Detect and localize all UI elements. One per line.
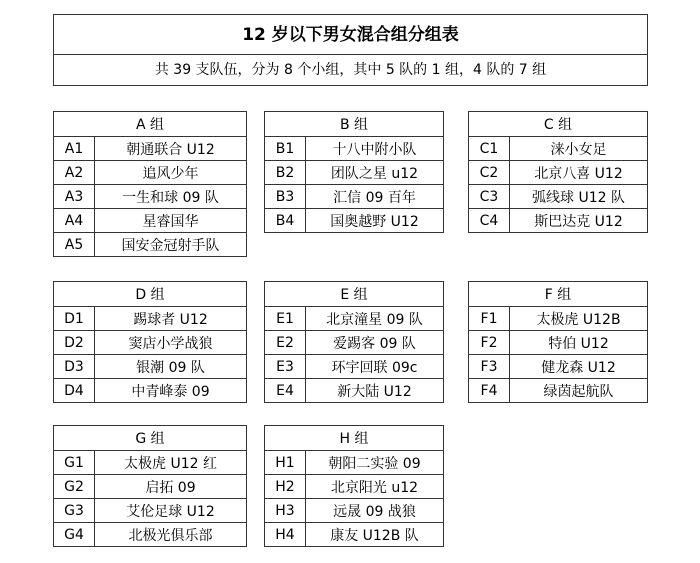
header-box (53, 14, 648, 86)
table-row (54, 355, 247, 379)
group-header: D 组 (54, 282, 247, 307)
team-code: E3 (265, 355, 306, 379)
team-code: G2 (54, 475, 95, 499)
table-row (265, 451, 444, 475)
group-header: B 组 (265, 112, 444, 137)
team-code: D1 (54, 307, 95, 331)
team-code: G1 (54, 451, 95, 475)
group-header: C 组 (469, 112, 648, 137)
group-table-h (264, 425, 444, 547)
team-name: 星睿国华 (95, 209, 247, 233)
table-row (265, 331, 444, 355)
table-row (469, 161, 648, 185)
team-name: 一生和球 09 队 (95, 185, 247, 209)
group-table-c (468, 111, 648, 233)
team-code: E2 (265, 331, 306, 355)
team-name: 朝阳二实验 09 (306, 451, 444, 475)
group-table-f (468, 281, 648, 403)
team-name: 北极光俱乐部 (95, 523, 247, 547)
team-name: 北京潼星 09 队 (306, 307, 444, 331)
table-row (54, 209, 247, 233)
team-name: 朝通联合 U12 (95, 137, 247, 161)
group-table-e (264, 281, 444, 403)
table-row (265, 499, 444, 523)
team-name: 国奥越野 U12 (306, 209, 444, 233)
table-row (265, 161, 444, 185)
table-row (469, 307, 648, 331)
group-table-a (53, 111, 247, 257)
team-name: 特伯 U12 (510, 331, 648, 355)
table-row (54, 331, 247, 355)
team-name: 太极虎 U12 红 (95, 451, 247, 475)
team-code: A4 (54, 209, 95, 233)
team-name: 太极虎 U12B (510, 307, 648, 331)
group-header: A 组 (54, 112, 247, 137)
table-row (265, 523, 444, 547)
team-code: A3 (54, 185, 95, 209)
team-name: 斯巴达克 U12 (510, 209, 648, 233)
table-row (265, 307, 444, 331)
team-code: C3 (469, 185, 510, 209)
table-row (469, 355, 648, 379)
table-row (54, 161, 247, 185)
table-row (469, 185, 648, 209)
team-code: B2 (265, 161, 306, 185)
team-code: E1 (265, 307, 306, 331)
team-name: 银潮 09 队 (95, 355, 247, 379)
table-row (54, 475, 247, 499)
team-name: 北京八喜 U12 (510, 161, 648, 185)
team-code: F1 (469, 307, 510, 331)
team-code: D4 (54, 379, 95, 403)
group-table-d (53, 281, 247, 403)
team-code: G4 (54, 523, 95, 547)
team-name: 新大陆 U12 (306, 379, 444, 403)
team-code: C4 (469, 209, 510, 233)
table-row (54, 307, 247, 331)
team-code: A1 (54, 137, 95, 161)
team-code: B4 (265, 209, 306, 233)
team-code: H3 (265, 499, 306, 523)
team-name: 启拓 09 (95, 475, 247, 499)
team-name: 汇信 09 百年 (306, 185, 444, 209)
table-row (469, 209, 648, 233)
group-header: H 组 (265, 426, 444, 451)
table-row (265, 209, 444, 233)
team-code: H1 (265, 451, 306, 475)
table-row (54, 185, 247, 209)
team-code: F2 (469, 331, 510, 355)
team-code: H2 (265, 475, 306, 499)
team-code: C2 (469, 161, 510, 185)
team-name: 北京阳光 u12 (306, 475, 444, 499)
team-code: H4 (265, 523, 306, 547)
team-name: 弧线球 U12 队 (510, 185, 648, 209)
group-header: F 组 (469, 282, 648, 307)
team-name: 爱踢客 09 队 (306, 331, 444, 355)
table-row (54, 137, 247, 161)
team-name: 远晟 09 战狼 (306, 499, 444, 523)
table-row (265, 355, 444, 379)
team-name: 窦店小学战狼 (95, 331, 247, 355)
table-row (469, 379, 648, 403)
table-row (469, 331, 648, 355)
team-code: B1 (265, 137, 306, 161)
team-code: D3 (54, 355, 95, 379)
team-code: A2 (54, 161, 95, 185)
team-code: F3 (469, 355, 510, 379)
table-row (265, 137, 444, 161)
table-row (265, 185, 444, 209)
team-name: 踢球者 U12 (95, 307, 247, 331)
group-header: E 组 (265, 282, 444, 307)
page-title: 12 岁以下男女混合组分组表 (54, 15, 647, 55)
team-name: 绿茵起航队 (510, 379, 648, 403)
team-code: D2 (54, 331, 95, 355)
table-row (469, 137, 648, 161)
team-name: 艾伦足球 U12 (95, 499, 247, 523)
team-name: 国安金冠射手队 (95, 233, 247, 257)
team-name: 中青峰泰 09 (95, 379, 247, 403)
table-row (54, 379, 247, 403)
team-code: B3 (265, 185, 306, 209)
group-table-b (264, 111, 444, 233)
table-row (54, 451, 247, 475)
table-row (54, 499, 247, 523)
team-name: 追风少年 (95, 161, 247, 185)
table-row (265, 475, 444, 499)
team-name: 十八中附小队 (306, 137, 444, 161)
group-table-g (53, 425, 247, 547)
group-header: G 组 (54, 426, 247, 451)
team-name: 环宇回联 09c (306, 355, 444, 379)
team-name: 团队之星 u12 (306, 161, 444, 185)
table-row (265, 379, 444, 403)
team-code: G3 (54, 499, 95, 523)
table-row (54, 233, 247, 257)
team-code: C1 (469, 137, 510, 161)
team-name: 健龙森 U12 (510, 355, 648, 379)
team-name: 康友 U12B 队 (306, 523, 444, 547)
table-row (54, 523, 247, 547)
team-code: F4 (469, 379, 510, 403)
page-subtitle: 共 39 支队伍，分为 8 个小组，其中 5 队的 1 组，4 队的 7 组 (154, 62, 547, 78)
team-code: E4 (265, 379, 306, 403)
team-code: A5 (54, 233, 95, 257)
team-name: 涞小女足 (510, 137, 648, 161)
